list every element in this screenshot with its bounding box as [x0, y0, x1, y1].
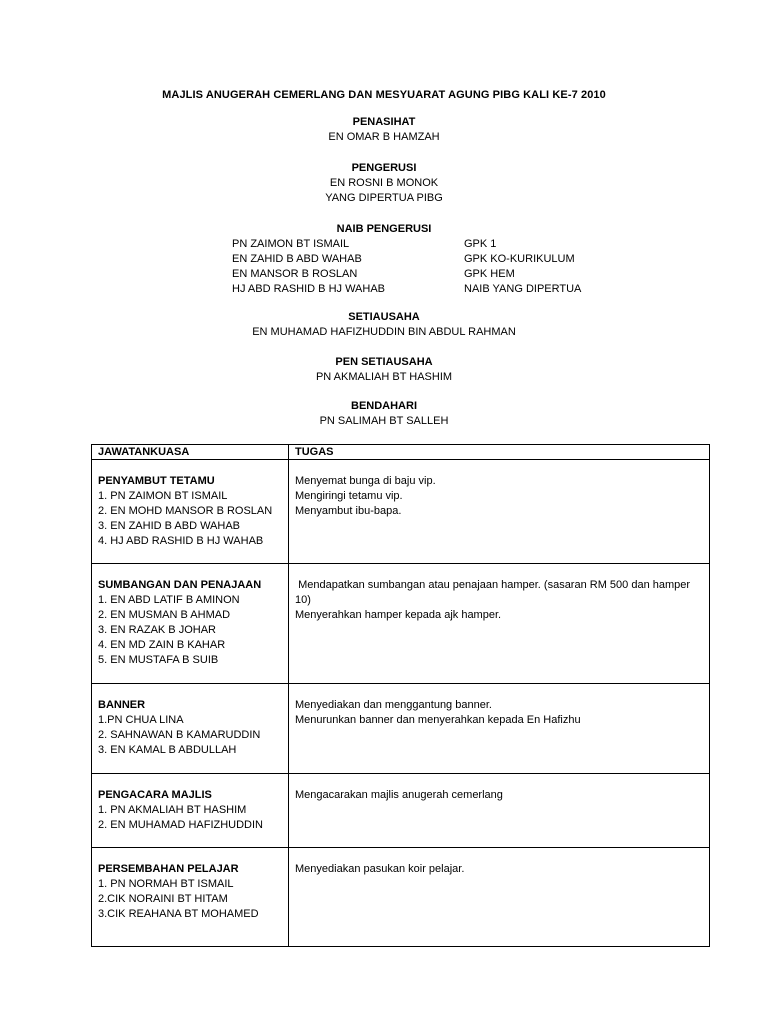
setiausaha-heading: SETIAUSAHA	[348, 311, 420, 323]
pen-setiausaha-name: PN AKMALIAH BT HASHIM	[315, 371, 453, 383]
table-row	[92, 848, 710, 947]
member: 2. EN MUHAMAD HAFIZHUDDIN	[98, 819, 264, 831]
pen-setiausaha-section	[0, 355, 768, 385]
naib-row	[0, 237, 768, 252]
committee-table	[91, 444, 710, 947]
penasihat-section	[0, 115, 768, 145]
member: 5. EN MUSTAFA B SUIB	[98, 654, 219, 666]
table-row	[92, 564, 710, 684]
pengerusi-name: EN ROSNI B MONOK	[329, 177, 439, 189]
task: Menyediakan pasukan koir pelajar.	[295, 863, 465, 875]
member: 2. SAHNAWAN B KAMARUDDIN	[98, 729, 261, 741]
bendahari-section	[0, 399, 768, 429]
committee-name: SUMBANGAN DAN PENAJAAN	[98, 579, 262, 591]
penasihat-name: EN OMAR B HAMZAH	[328, 131, 440, 143]
task-cell	[289, 774, 710, 848]
member: 1.PN CHUA LINA	[98, 714, 184, 726]
pen-setiausaha-heading: PEN SETIAUSAHA	[335, 356, 433, 368]
naib-pengerusi-heading: NAIB PENGERUSI	[336, 223, 432, 235]
naib-name: EN MANSOR B ROSLAN	[232, 268, 358, 280]
table-row	[92, 774, 710, 848]
pengerusi-title: YANG DIPERTUA PIBG	[325, 192, 443, 204]
member: 1. EN ABD LATIF B AMINON	[98, 594, 240, 606]
task: Menyambut ibu-bapa.	[295, 505, 402, 517]
member: 1. PN AKMALIAH BT HASHIM	[98, 804, 247, 816]
member: 3. EN KAMAL B ABDULLAH	[98, 744, 237, 756]
member: 2. EN MOHD MANSOR B ROSLAN	[98, 505, 273, 517]
committee-cell	[92, 684, 289, 774]
bendahari-heading: BENDAHARI	[351, 400, 417, 412]
naib-row	[0, 267, 768, 282]
member: 1. PN NORMAH BT ISMAIL	[98, 878, 234, 890]
table-row	[92, 460, 710, 564]
member: 3. EN RAZAK B JOHAR	[98, 624, 216, 636]
task-cell	[289, 848, 710, 947]
committee-name: BANNER	[98, 699, 146, 711]
member: 1. PN ZAIMON BT ISMAIL	[98, 490, 228, 502]
bendahari-name: PN SALIMAH BT SALLEH	[319, 415, 449, 427]
committee-cell	[92, 460, 289, 564]
pengerusi-section	[0, 161, 768, 206]
committee-name: PENYAMBUT TETAMU	[98, 475, 215, 487]
committee-cell	[92, 848, 289, 947]
task-cell	[289, 684, 710, 774]
task: Menyemat bunga di baju vip.	[295, 475, 436, 487]
document-title: MAJLIS ANUGERAH CEMERLANG DAN MESYUARAT AGUNG PIBG KALI KE-7 2010	[162, 89, 606, 101]
member: 4. HJ ABD RASHID B HJ WAHAB	[98, 535, 264, 547]
naib-role: NAIB YANG DIPERTUA	[464, 283, 582, 295]
pengerusi-heading: PENGERUSI	[351, 162, 417, 174]
setiausaha-name: EN MUHAMAD HAFIZHUDDIN BIN ABDUL RAHMAN	[252, 326, 516, 338]
task: Mengiringi tetamu vip.	[295, 490, 403, 502]
member: 2.CIK NORAINI BT HITAM	[98, 893, 228, 905]
task: Menyerahkan hamper kepada ajk hamper.	[295, 609, 502, 621]
naib-role: GPK KO-KURIKULUM	[464, 253, 575, 265]
committee-name: PENGACARA MAJLIS	[98, 789, 212, 801]
member: 3. EN ZAHID B ABD WAHAB	[98, 520, 241, 532]
task-cell	[289, 564, 710, 684]
naib-role: GPK 1	[464, 238, 497, 250]
naib-row	[0, 252, 768, 267]
naib-role: GPK HEM	[464, 268, 515, 280]
task: Mendapatkan sumbangan atau penajaan hamper. (sasaran RM 500 dan hamper 10)	[295, 579, 694, 606]
header-jawatankuasa: JAWATANKUASA	[92, 445, 289, 460]
header-tugas: TUGAS	[289, 445, 710, 460]
naib-name: HJ ABD RASHID B HJ WAHAB	[232, 283, 386, 295]
member: 4. EN MD ZAIN B KAHAR	[98, 639, 226, 651]
setiausaha-section	[0, 310, 768, 340]
committee-cell	[92, 774, 289, 848]
naib-name: EN ZAHID B ABD WAHAB	[232, 253, 362, 265]
table-header-row	[92, 445, 710, 460]
task: Mengacarakan majlis anugerah cemerlang	[295, 789, 503, 801]
penasihat-heading: PENASIHAT	[352, 116, 416, 128]
naib-row	[0, 282, 768, 297]
committee-name: PERSEMBAHAN PELAJAR	[98, 863, 239, 875]
naib-pengerusi-section	[0, 222, 768, 297]
member: 2. EN MUSMAN B AHMAD	[98, 609, 231, 621]
naib-name: PN ZAIMON BT ISMAIL	[232, 238, 350, 250]
task: Menurunkan banner dan menyerahkan kepada En Hafizhu	[295, 714, 581, 726]
task: Menyediakan dan menggantung banner.	[295, 699, 492, 711]
member: 3.CIK REAHANA BT MOHAMED	[98, 908, 259, 920]
task-cell	[289, 460, 710, 564]
table-row	[92, 684, 710, 774]
committee-cell	[92, 564, 289, 684]
